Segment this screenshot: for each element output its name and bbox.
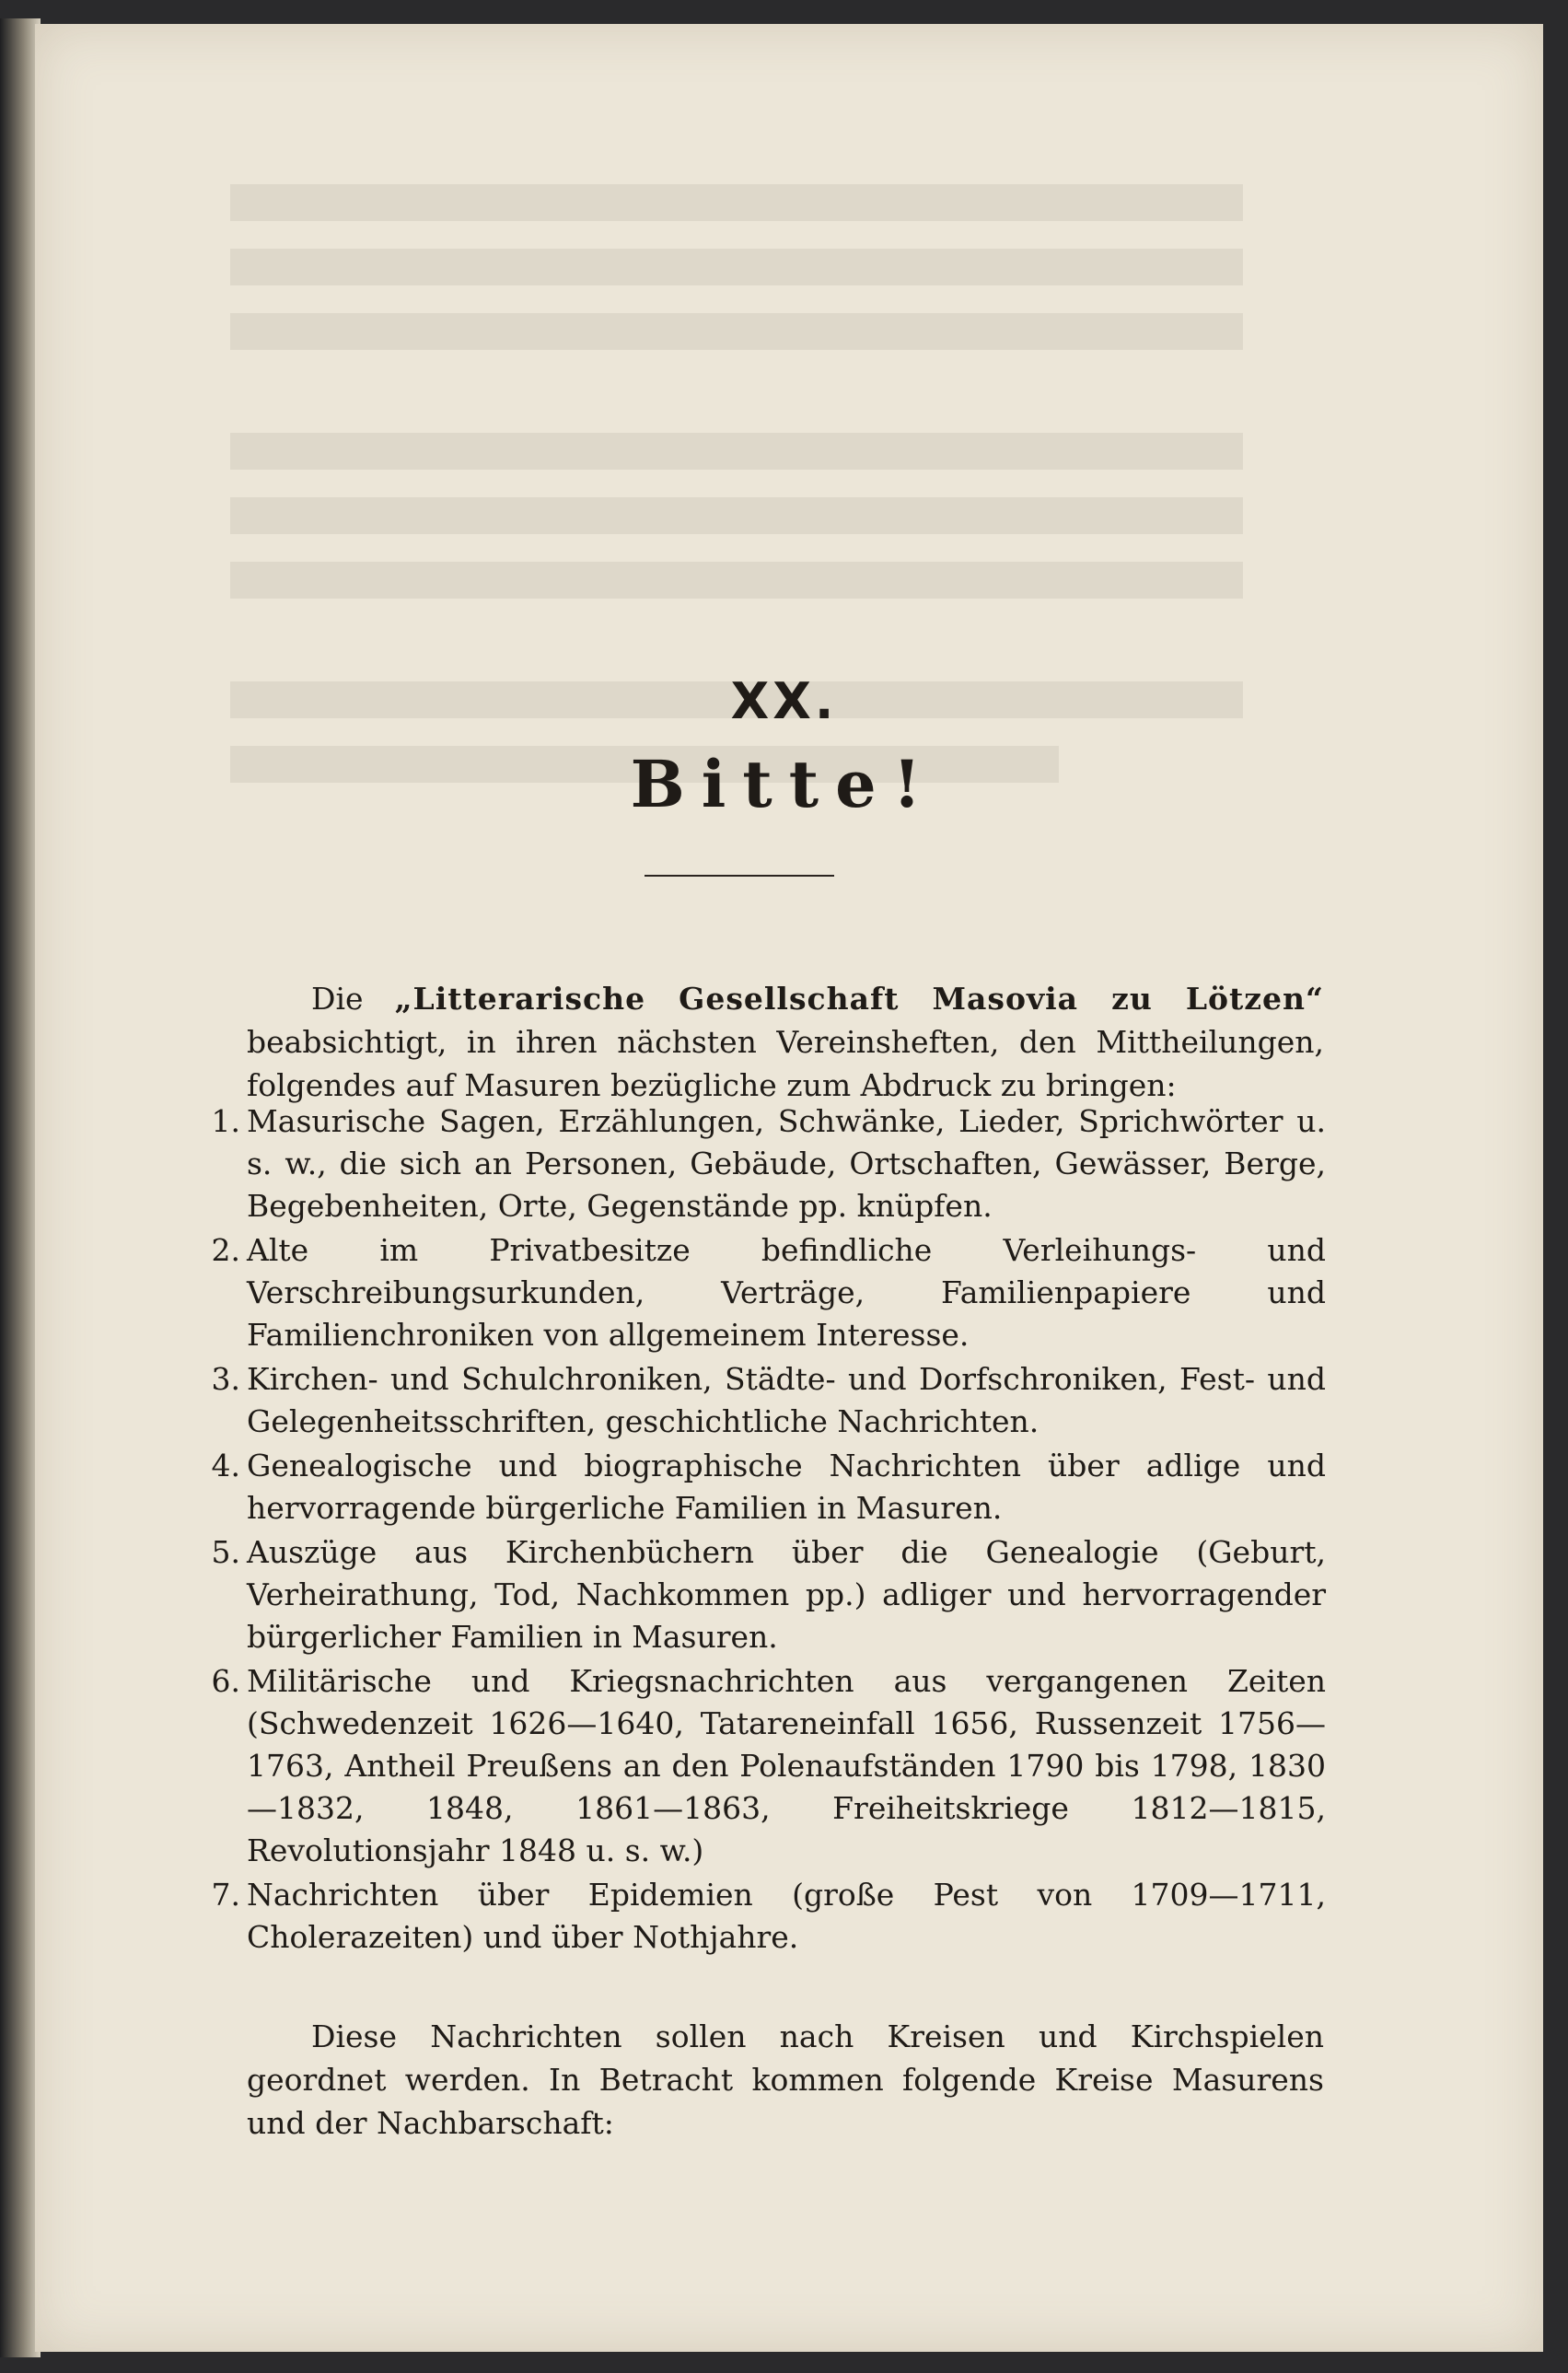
item-text: Genealogische und biographische Nachrichten über adlige und hervorragende bürgerliche Familien in Masuren. [247,1448,1326,1526]
intro-paragraph [247,977,1324,1107]
item-text: Kirchen- und Schulchroniken, Städte- und Dorfschroniken, Fest- und Gelegenheitsschriften, geschichtliche Nachrichten. [247,1361,1326,1439]
request-list [207,1100,1326,1960]
item-text: Militärische und Kriegsnachrichten aus vergangenen Zeiten (Schwedenzeit 1626—1640, Tatareneinfall 1656, Russenzeit 1756—1763, Antheil Preußens an den Polenaufständen 1790 bis 1798, 1830—1832, 1848, 1861—1863, Freiheitskriege 1812—1815, Revolutionsjahr 1848 u. s. w.) [247,1663,1326,1868]
item-text: Auszüge aus Kirchenbüchern über die Genealogie (Geburt, Verheirathung, Tod, Nachkommen pp.) adliger und hervorragender bürgerlicher Familien in Masuren. [247,1534,1326,1655]
list-item [207,1358,1326,1443]
list-item [207,1100,1326,1227]
closing-paragraph: Diese Nachrichten sollen nach Kreisen und Kirchspielen geordnet werden. In Betracht kommen folgende Kreise Masurens und der Nachbarschaft: [247,2018,1324,2141]
item-number: 5. [211,1534,240,1570]
intro-lead: Die [311,981,395,1017]
item-number: 1. [211,1103,240,1139]
item-number: 3. [211,1361,240,1397]
item-text: Masurische Sagen, Erzählungen, Schwänke, Lieder, Sprichwörter u. s. w., die sich an Personen, Gebäude, Ortschaften, Gewässer, Berge, Begebenheiten, Orte, Gegenstände pp. knüpfen. [247,1103,1326,1224]
list-item [207,1660,1326,1872]
section-title: Bitte! [630,746,938,822]
list-item [207,1229,1326,1356]
section-number: XX. [730,672,838,730]
divider [645,875,834,877]
item-number: 2. [211,1232,240,1268]
item-number: 6. [211,1663,240,1699]
list-item [207,1445,1326,1530]
item-number: 4. [211,1448,240,1483]
list-item [207,1874,1326,1959]
society-name: „Litterarische Gesellschaft Masovia zu Lötzen“ [394,981,1324,1017]
item-text: Alte im Privatbesitze befindliche Verleihungs- und Verschreibungsurkunden, Verträge, Familienpapiere und Familienchroniken von allgemeinem Interesse. [247,1232,1326,1353]
item-text: Nachrichten über Epidemien (große Pest von 1709—1711, Cholerazeiten) und über Nothjahre. [247,1877,1326,1955]
list-item [207,1531,1326,1658]
intro-rest: beabsichtigt, in ihren nächsten Vereinsheften, den Mittheilungen, folgendes auf Masuren bezügliche zum Abdruck zu bringen: [247,1024,1324,1103]
item-number: 7. [211,1877,240,1913]
